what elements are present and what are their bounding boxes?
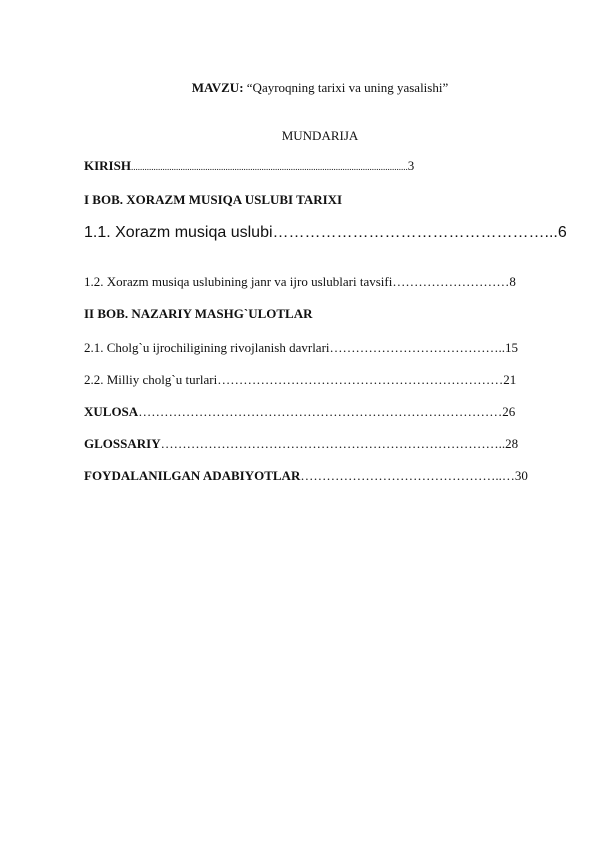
toc-entry-leader: ………………………………………………………………………… bbox=[138, 404, 503, 419]
toc-entry-adabiyotlar[interactable] bbox=[84, 468, 528, 484]
topic-label: MAVZU: bbox=[191, 80, 244, 95]
toc-entry-leader: ………………………………………..… bbox=[300, 468, 515, 483]
toc-entry-title: 2.1. Cholg`u ijrochiligining rivojlanish davrlari bbox=[84, 340, 330, 355]
toc-entry-page: 8 bbox=[509, 274, 516, 289]
topic-line bbox=[0, 80, 596, 96]
toc-entry-leader: ........................................................................................................................... bbox=[130, 162, 408, 172]
topic-title: “Qayroqning tarixi va uning yasalishi” bbox=[246, 80, 449, 95]
toc-heading: MUNDARIJA bbox=[281, 128, 359, 143]
toc-entry-title: XULOSA bbox=[84, 404, 139, 419]
toc-entry-1-2[interactable] bbox=[84, 274, 516, 290]
toc-entry-kirish[interactable] bbox=[84, 158, 414, 174]
toc-entry-page: 26 bbox=[502, 404, 516, 419]
toc-entry-leader: ………………………………….. bbox=[329, 340, 506, 355]
toc-entry-page: 28 bbox=[505, 436, 519, 451]
toc-chapter-2[interactable] bbox=[84, 306, 313, 322]
toc-entry-2-1[interactable] bbox=[84, 340, 518, 356]
toc-entry-page: 21 bbox=[503, 372, 517, 387]
toc-entry-title: KIRISH bbox=[84, 158, 131, 173]
toc-chapter-title: I BOB. XORAZM MUSIQA USLUBI TARIXI bbox=[84, 192, 343, 207]
toc-entry-2-2[interactable] bbox=[84, 372, 516, 388]
toc-entry-leader: …………………………………………………………………….. bbox=[160, 436, 506, 451]
toc-entry-1-1[interactable] bbox=[84, 224, 567, 242]
toc-entry-title: FOYDALANILGAN ADABIYOTLAR bbox=[84, 468, 301, 483]
toc-entry-leader: ……………………… bbox=[392, 274, 510, 289]
toc-entry-leader: ……………………………………………. bbox=[272, 224, 549, 241]
toc-entry-page: 3 bbox=[407, 158, 415, 173]
toc-entry-page: 15 bbox=[505, 340, 519, 355]
toc-entry-title: 1.1. Xorazm musiqa uslubi bbox=[84, 224, 273, 241]
toc-chapter-title: II BOB. NAZARIY MASHG`ULOTLAR bbox=[84, 306, 313, 321]
toc-entry-xulosa[interactable] bbox=[84, 404, 515, 420]
toc-entry-page: ..6 bbox=[548, 224, 567, 241]
toc-entry-leader: ………………………………………………………… bbox=[217, 372, 504, 387]
toc-entry-title: GLOSSARIY bbox=[84, 436, 161, 451]
toc-entry-page: 30 bbox=[514, 468, 528, 483]
toc-entry-title: 2.2. Milliy cholg`u turlari bbox=[84, 372, 218, 387]
toc-chapter-1[interactable] bbox=[84, 192, 342, 208]
toc-entry-title: 1.2. Xorazm musiqa uslubining janr va ijro uslublari tavsifi bbox=[84, 274, 393, 289]
toc-entry-glossariy[interactable] bbox=[84, 436, 518, 452]
